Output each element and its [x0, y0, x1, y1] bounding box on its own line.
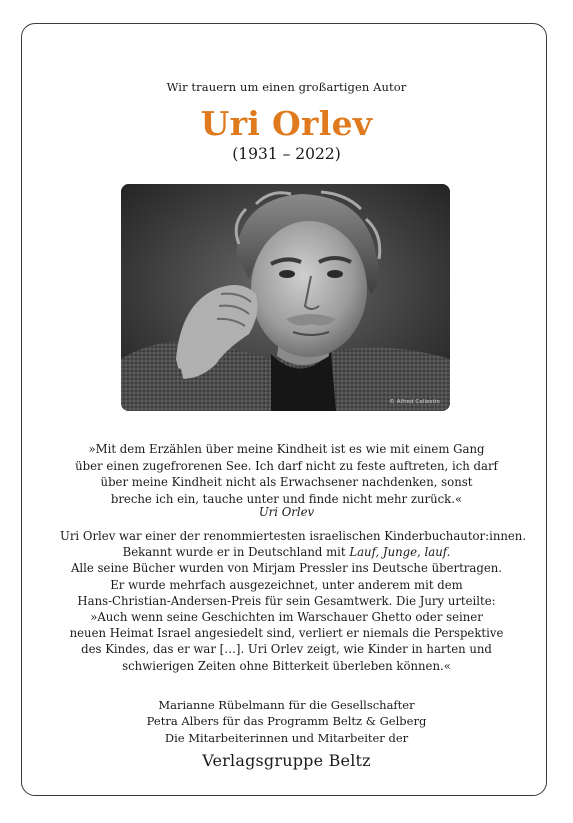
quote-line: über meine Kindheit nicht als Erwachsener nachdenken, sonst: [100, 475, 473, 490]
tribute-line: des Kindes, das er war […]. Uri Orlev zeigt, wie Kinder in harten und: [81, 642, 492, 657]
quote-line: »Mit dem Erzählen über meine Kindheit ist es wie mit einem Gang: [88, 442, 485, 456]
publisher-name: Verlagsgruppe Beltz: [202, 751, 371, 770]
tribute-line: Er wurde mehrfach ausgezeichnet, unter anderem mit dem: [110, 577, 463, 592]
tribute-line: neuen Heimat Israel angesiedelt sind, verliert er niemals die Perspektive: [69, 626, 504, 641]
quote-block: [60, 441, 513, 507]
quote-line: breche ich ein, tauche unter und finde nicht mehr zurück.«: [110, 491, 463, 506]
tribute-line: Hans-Christian-Andersen-Preis für sein Gesamtwerk. Die Jury urteilte:: [77, 593, 496, 608]
tribute-line: Alle seine Bücher wurden von Mirjam Pressler ins Deutsche übertragen.: [70, 561, 502, 576]
quote-line: über einen zugefrorenen See. Ich darf nicht zu feste auftreten, ich darf: [75, 458, 498, 473]
tribute-line: [60, 544, 513, 560]
life-years: (1931 – 2022): [232, 145, 341, 163]
tribute-line-prefix: Bekannt wurde er in Deutschland mit: [122, 545, 350, 560]
intro-text: Wir trauern um einen großartigen Autor: [166, 80, 407, 94]
signature-block: [0, 697, 573, 746]
quote-author: Uri Orlev: [258, 505, 315, 519]
signature-line: Petra Albers für das Programm Beltz & Gelberg: [146, 714, 427, 729]
tribute-line: schwierigen Zeiten ohne Bitterkeit überleben können.«: [122, 658, 451, 673]
book-title: Lauf, Junge, lauf.: [349, 545, 451, 560]
signature-line: Die Mitarbeiterinnen und Mitarbeiter der: [164, 730, 409, 745]
photo-credit: © Alfred Cellestin: [389, 399, 440, 405]
tribute-line: Uri Orlev war einer der renommiertesten israelischen Kinderbuchautor:innen.: [60, 529, 527, 543]
signature-line: Marianne Rübelmann für die Gesellschafter: [158, 698, 415, 712]
author-name: Uri Orlev: [200, 104, 373, 143]
author-portrait-photo: [121, 184, 450, 411]
tribute-line: »Auch wenn seine Geschichten im Warschauer Ghetto oder seiner: [90, 610, 483, 625]
tribute-text: [60, 528, 527, 674]
